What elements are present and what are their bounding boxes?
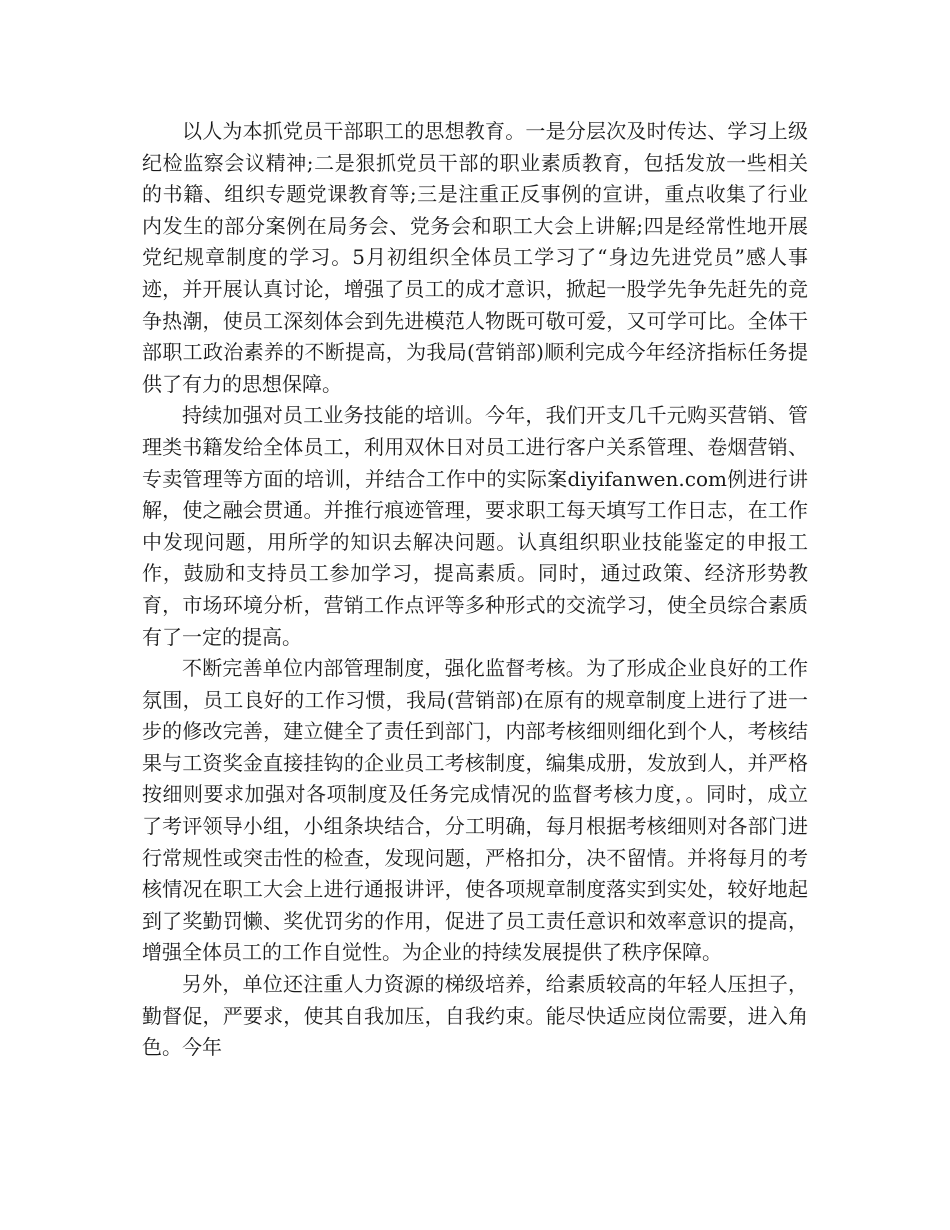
paragraph-talent-cultivation: 另外，单位还注重人力资源的梯级培养，给素质较高的年轻人压担子，勤督促，严要求，使其自我加压，自我约束。能尽快适应岗位需要，进入角色。今年 bbox=[142, 972, 808, 1060]
paragraph-management-system: 不断完善单位内部管理制度，强化监督考核。为了形成企业良好的工作氛围，员工良好的工作习惯，我局(营销部)在原有的规章制度上进行了进一步的修改完善，建立健全了责任到部门，内部考核细则细化到个人，考核结果与工资奖金直接挂钩的企业员工考核制度，编集成册，发放到人，并严格按细则要求加强对各项制度及任务完成情况的监督考核力度，。同时，成立了考评领导小组，小组条块结合，分工明确，每月根据考核细则对各部门进行常规性或突击性的检查，发现问题，严格扣分，决不留情。并将每月的考核情况在职工大会上进行通报讲评，使各项规章制度落实到实处，较好地起到了奖勤罚懒、奖优罚劣的作用，促进了员工责任意识和效率意识的提高，增强全体员工的工作自觉性。为企业的持续发展提供了秩序保障。 bbox=[142, 656, 808, 965]
paragraph-skills-training: 持续加强对员工业务技能的培训。今年，我们开支几千元购买营销、管理类书籍发给全体员工，利用双休日对员工进行客户关系管理、卷烟营销、专卖管理等方面的培训，并结合工作中的实际案diyifanwen.com例进行讲解，使之融会贯通。并推行痕迹管理，要求职工每天填写工作日志，在工作中发现问题，用所学的知识去解决问题。认真组织职业技能鉴定的申报工作，鼓励和支持员工参加学习，提高素质。同时，通过政策、经济形势教育，市场环境分析，营销工作点评等多种形式的交流学习，使全员综合素质有了一定的提高。 bbox=[142, 403, 808, 649]
document-body bbox=[142, 116, 808, 1064]
paragraph-ideological-education: 以人为本抓党员干部职工的思想教育。一是分层次及时传达、学习上级纪检监察会议精神;二是狠抓党员干部的职业素质教育，包括发放一些相关的书籍、组织专题党课教育等;三是注重正反事例的宣讲，重点收集了行业内发生的部分案例在局务会、党务会和职工大会上讲解;四是经常性地开展党纪规章制度的学习。5月初组织全体员工学习了“身边先进党员”感人事迹，并开展认真讨论，增强了员工的成才意识，掀起一股学先争先赶先的竞争热潮，使员工深刻体会到先进模范人物既可敬可爱，又可学可比。全体干部职工政治素养的不断提高，为我局(营销部)顺利完成今年经济指标任务提供了有力的思想保障。 bbox=[142, 119, 808, 396]
